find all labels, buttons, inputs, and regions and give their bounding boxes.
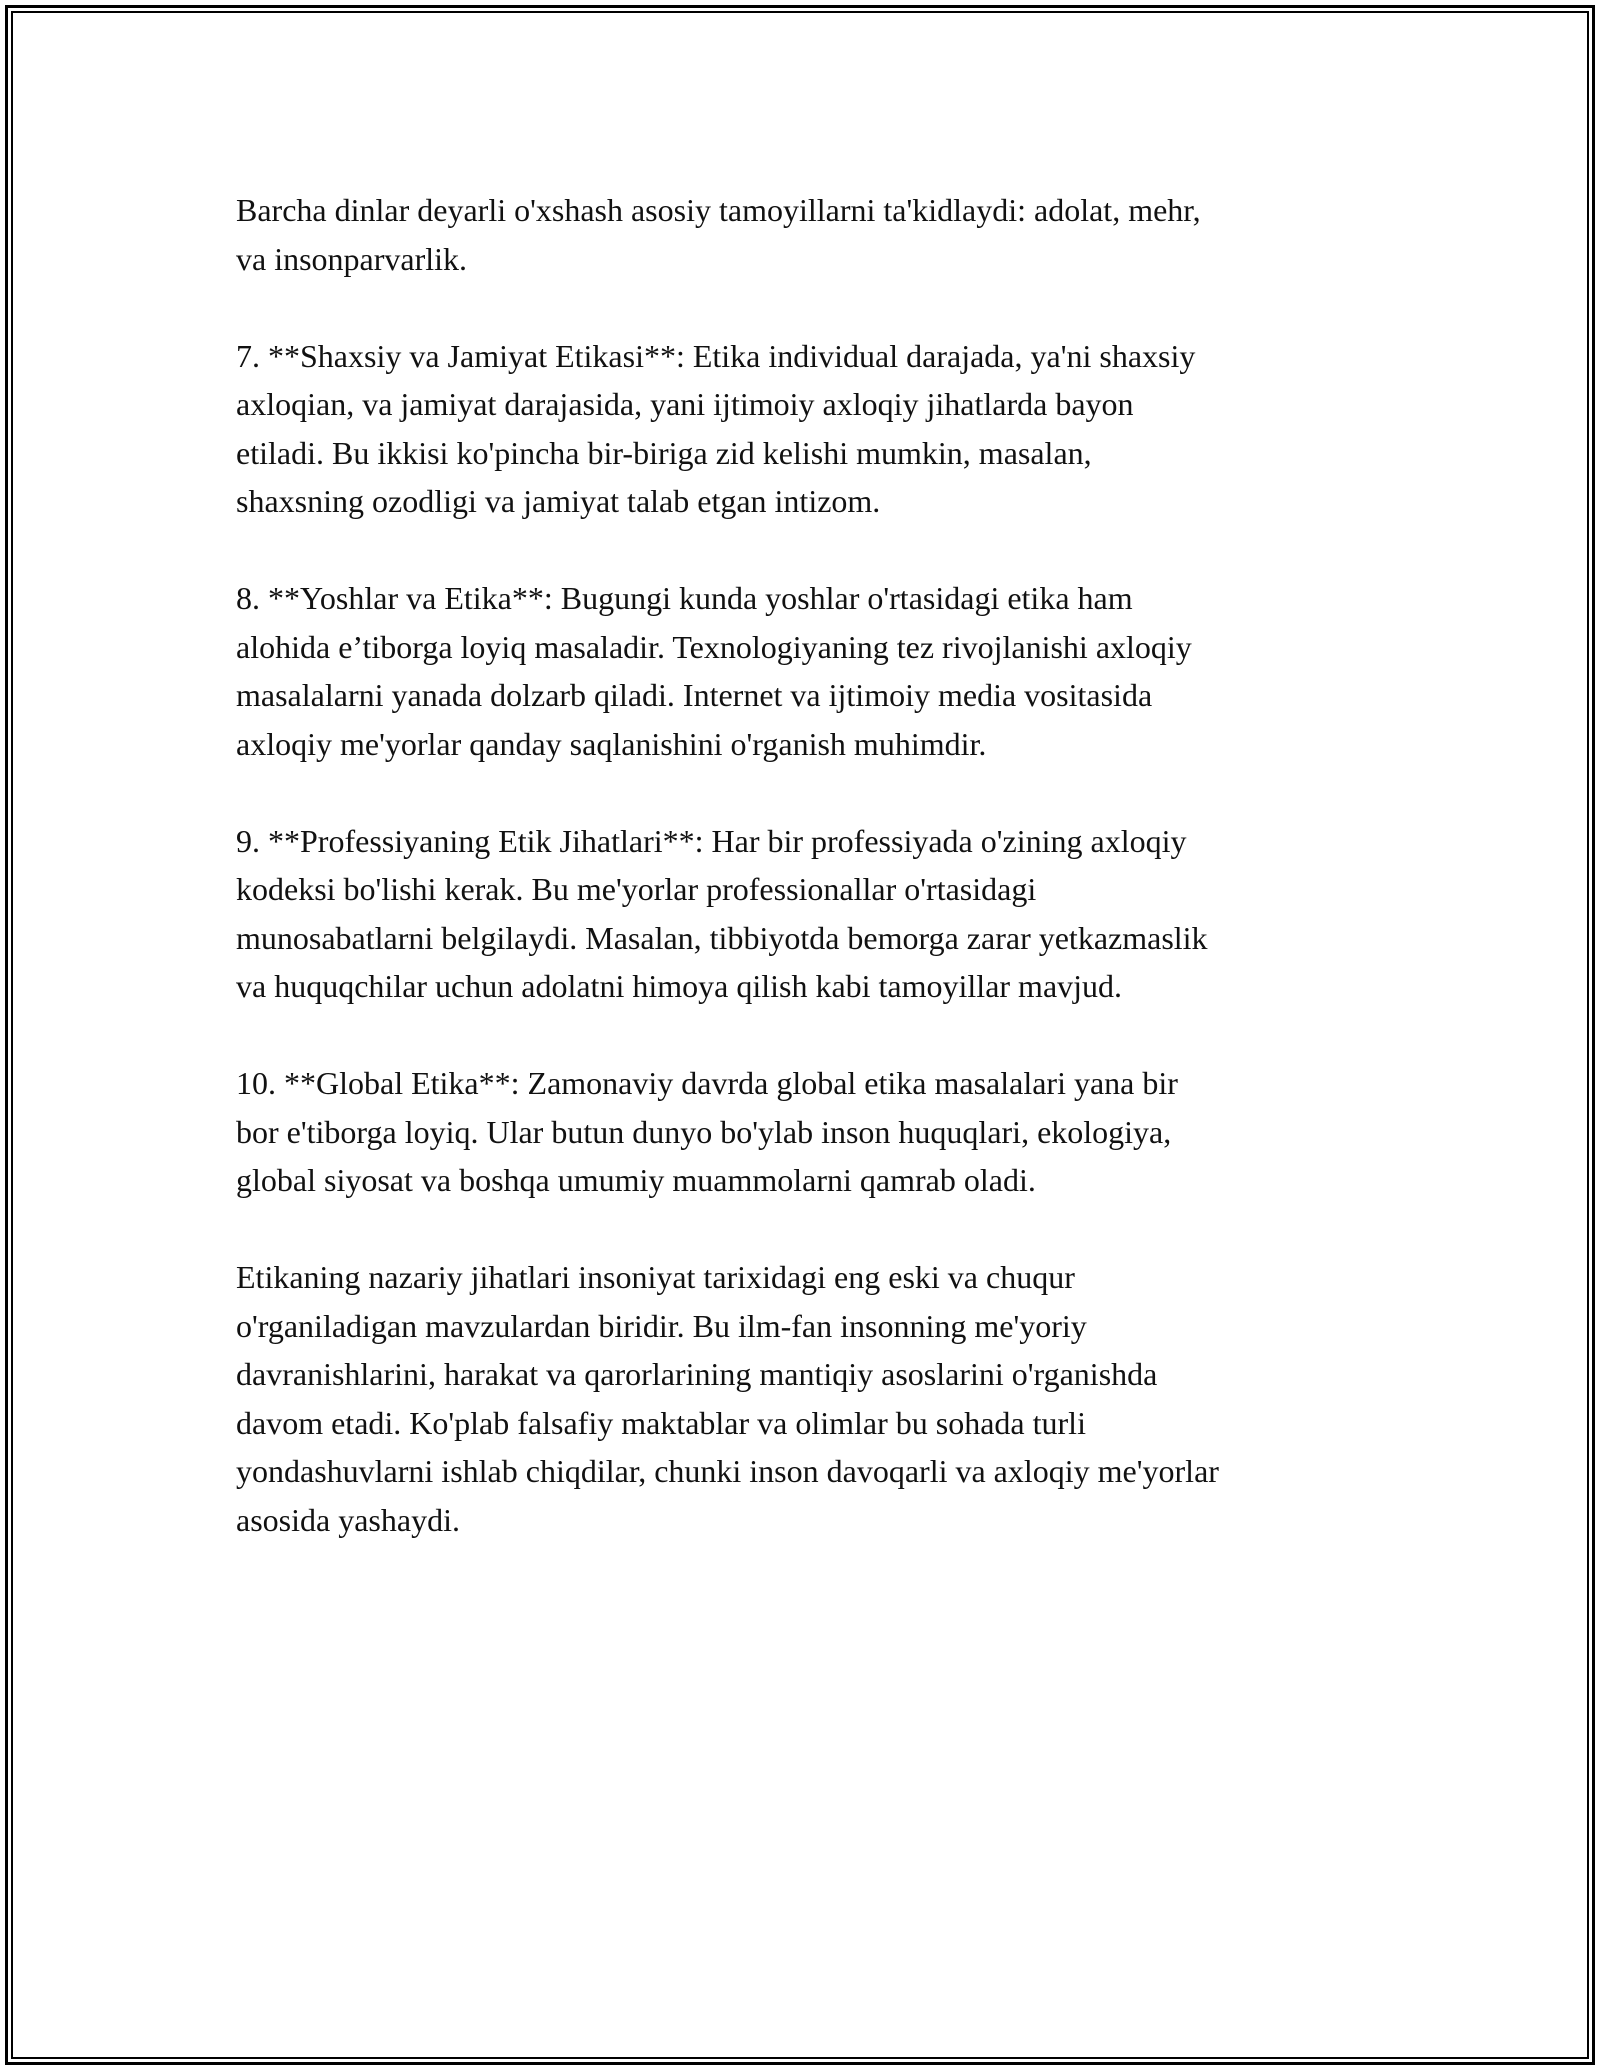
paragraph-religions: Barcha dinlar deyarli o'xshash asosiy tamoyillarni ta'kidlaydi: adolat, mehr, va insonparvarlik. (236, 192, 1201, 277)
paragraph-item-7: 7. **Shaxsiy va Jamiyat Etikasi**: Etika individual darajada, ya'ni shaxsiy axloqian, va jamiyat darajasida, yani ijtimoiy axloqiy jihatlarda bayon etiladi. Bu ikkisi ko'pincha bir-biriga zid kelishi mumkin, masalan, shaxsning ozodligi va jamiyat talab etgan intizom. (236, 337, 1196, 519)
paragraph-item-9: 9. **Professiyaning Etik Jihatlari**: Har bir professiyada o'zining axloqiy kodeksi bo'lishi kerak. Bu me'yorlar professionallar o'rtasidagi munosabatlarni belgilaydi. Masalan, tibbiyotda bemorga zarar yetkazmaslik va huquqchilar uchun adolatni himoya qilish kabi tamoyillar mavjud. (236, 822, 1208, 1004)
paragraph-item-8: 8. **Yoshlar va Etika**: Bugungi kunda yoshlar o'rtasidagi etika ham alohida e’tiborga loyiq masaladir. Texnologiyaning tez rivojlanishi axloqiy masalalarni yanada dolzarb qiladi. Internet va ijtimoiy media vositasida axloqiy me'yorlar qanday saqlanishini o'rganish muhimdir. (236, 580, 1192, 762)
document-body (236, 186, 1376, 1544)
paragraph-item-10: 10. **Global Etika**: Zamonaviy davrda global etika masalalari yana bir bor e'tiborga loyiq. Ular butun dunyo bo'ylab inson huquqlari, ekologiya, global siyosat va boshqa umumiy muammolarni qamrab oladi. (236, 1065, 1178, 1198)
paragraph-conclusion: Etikaning nazariy jihatlari insoniyat tarixidagi eng eski va chuqur o'rganiladigan mavzulardan biridir. Bu ilm-fan insonning me'yoriy davranishlarini, harakat va qarorlarining mantiqiy asoslarini o'rganishda davom etadi. Ko'plab falsafiy maktablar va olimlar bu sohada turli yondashuvlarni ishlab chiqdilar, chunki inson davoqarli va axloqiy me'yorlar asosida yashaydi. (236, 1259, 1219, 1538)
